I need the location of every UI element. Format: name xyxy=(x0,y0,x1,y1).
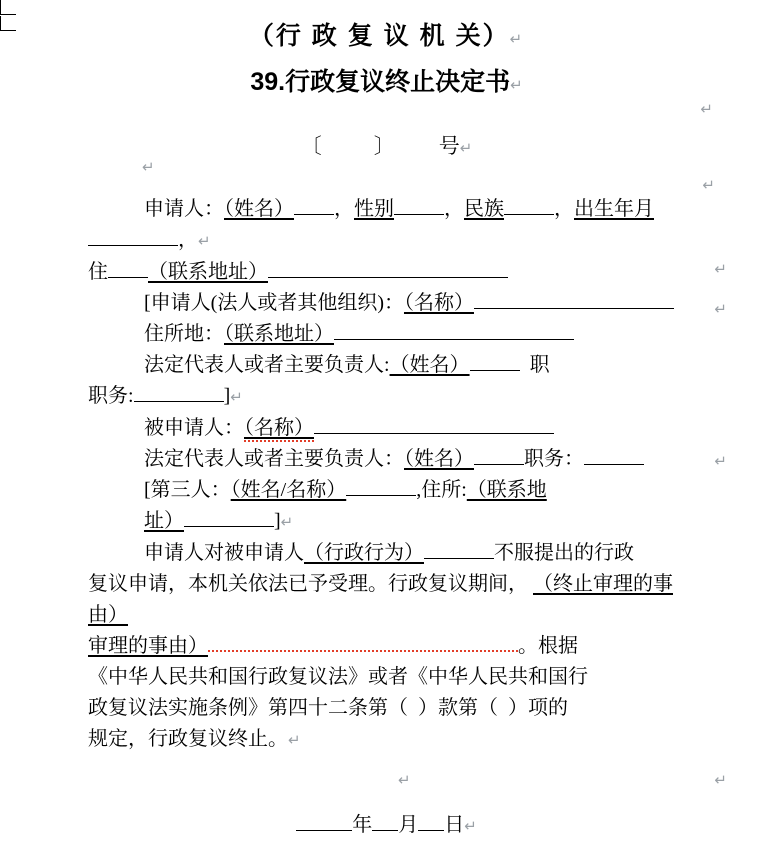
paragraph-mark-icon: ↵ xyxy=(714,452,727,470)
paragraph-mark-icon: ↵ xyxy=(280,513,294,531)
org-applicant-label: [申请人(法人或者其他组织)： xyxy=(144,292,404,314)
paragraph-mark-icon: ↵ xyxy=(288,731,301,749)
paragraph-mark-icon: ↵ xyxy=(509,30,525,48)
paragraph-main-4: 《中华人民共和国行政复议法》或者《中华人民共和国行 xyxy=(88,666,588,688)
paragraph-mark-icon: ↵ xyxy=(230,388,243,406)
ethnicity-label: 民族 xyxy=(464,198,504,220)
crop-mark-top-left xyxy=(0,0,2,14)
address-label: 住 xyxy=(88,261,108,283)
paragraph-mark-icon: ↵ xyxy=(142,158,155,176)
paragraph-org-applicant xyxy=(88,288,688,319)
paragraph-mark-icon: ↵ xyxy=(464,817,477,835)
doc-number-left-bracket: 〔 xyxy=(300,134,322,158)
document-title-main-text: 39.行政复议终止决定书 xyxy=(250,68,511,96)
paragraph-legal-rep: 法定代表人或者主要负责人:（姓名） 职 xyxy=(144,354,550,376)
paragraph-mark-icon: ↵ xyxy=(510,76,523,94)
paragraph-address xyxy=(88,257,688,288)
paragraph-position xyxy=(88,381,688,413)
document-body xyxy=(88,194,688,756)
org-applicant-field: （名称） xyxy=(403,292,474,314)
paragraph-mark-icon: ↵ xyxy=(714,260,727,278)
paragraph-main-3: 审理的事由） 。根据 xyxy=(88,635,578,657)
third-party-close-bracket: ] xyxy=(274,510,281,532)
date-day-label: 日 xyxy=(444,814,465,836)
date-month-label: 月 xyxy=(398,814,419,836)
respondent-label: 被申请人： xyxy=(144,417,244,439)
document-title-agency-text: （行 政 复 议 机 关） xyxy=(248,22,510,50)
paragraph-mark-icon: ↵ xyxy=(714,300,727,318)
paragraph-respondent-rep xyxy=(88,444,688,475)
position-label: 职务: xyxy=(88,385,134,407)
document-number-line xyxy=(0,130,773,160)
paragraph-main-2: 复议申请，本机关依法已予受理。行政复议期间， （终止审理的事由） xyxy=(88,573,673,626)
document-title-agency xyxy=(0,16,773,52)
position-close-bracket: ] xyxy=(223,385,231,407)
paragraph-mark-icon: ↵ xyxy=(702,176,715,194)
legal-rep-field: （姓名） xyxy=(389,354,470,376)
applicant-name-field: （姓名） xyxy=(224,198,294,220)
domicile-label: 住所地： xyxy=(144,323,224,345)
third-party-field: （姓名/名称） xyxy=(230,479,347,501)
paragraph-main-1: 申请人对被申请人（行政行为） 不服提出的行政 xyxy=(144,542,634,564)
paragraph-mark-icon: ↵ xyxy=(398,771,411,789)
paragraph-applicant: 申请人：（姓名） ，性别 ，民族 ，出生年月 xyxy=(144,198,654,220)
paragraph-mark-icon: ↵ xyxy=(198,232,211,250)
paragraph-main-6: 规定，行政复议终止。↵ xyxy=(88,728,301,750)
paragraph-mark-icon: ↵ xyxy=(714,771,727,789)
paragraph-mark-icon: ↵ xyxy=(700,100,713,118)
respondent-position-label: 职务： xyxy=(524,448,584,470)
third-party-addr-field: （联系地 xyxy=(466,479,547,501)
paragraph-third-party xyxy=(88,475,688,506)
respondent-field: （名称） xyxy=(244,417,314,442)
doc-number-suffix: 号 xyxy=(438,134,460,158)
third-party-addr-field-cont: 址） xyxy=(144,510,184,532)
paragraph-third-party-cont xyxy=(88,506,688,538)
doc-number-right-bracket: 〕 xyxy=(373,134,395,158)
respondent-rep-field: （姓名） xyxy=(404,448,474,470)
address-field: （联系地址） xyxy=(148,261,268,283)
paragraph-main-5: 政复议法实施条例》第四十二条第（ ）款第（ ）项的 xyxy=(88,697,568,719)
paragraph-applicant-cont: ，↵ xyxy=(88,225,688,257)
domicile-field: （联系地址） xyxy=(224,323,334,345)
date-line xyxy=(0,808,773,837)
third-party-addr-label: ,住所: xyxy=(416,479,467,501)
third-party-label: [第三人： xyxy=(144,479,231,501)
document-title-main xyxy=(0,62,773,98)
applicant-label: 申请人： xyxy=(144,198,224,220)
gender-label: 性别 xyxy=(354,198,394,220)
paragraph-domicile xyxy=(88,319,688,350)
paragraph-respondent xyxy=(88,413,688,444)
administrative-act-field: （行政行为） xyxy=(304,542,424,564)
legal-rep-label: 法定代表人或者主要负责人: xyxy=(144,354,390,376)
birth-label: 出生年月 xyxy=(574,198,654,220)
main-text-1: 申请人对被申请人 xyxy=(144,542,304,564)
respondent-rep-label: 法定代表人或者主要负责人： xyxy=(144,448,404,470)
termination-reason-field: （终止审理的事由） xyxy=(88,573,673,626)
date-year-label: 年 xyxy=(352,814,373,836)
paragraph-mark-icon: ↵ xyxy=(459,139,473,157)
